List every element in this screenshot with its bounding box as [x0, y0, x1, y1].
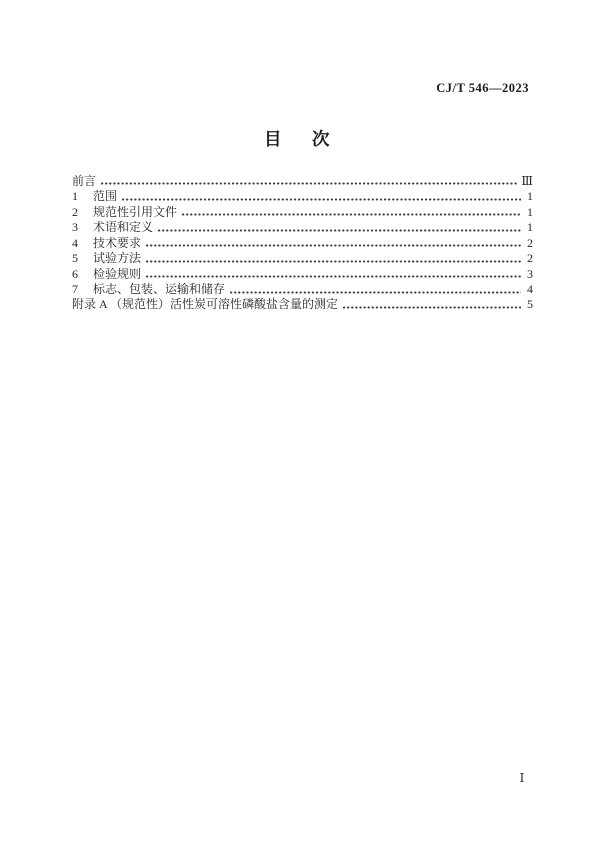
toc-entry-page: 1	[527, 189, 533, 204]
toc-entry-label: 标志、包装、运输和储存	[93, 282, 226, 297]
toc-entry-number: 1	[72, 189, 78, 204]
toc-entry-label: 范围	[93, 189, 118, 204]
toc-entry	[72, 282, 533, 297]
toc-entry-page: Ⅲ	[521, 173, 533, 188]
toc-entry	[72, 298, 533, 313]
toc-entry-number: 4	[72, 235, 78, 250]
toc-entry-label: 检验规则	[93, 266, 142, 281]
dot-leader	[182, 213, 521, 216]
toc-entry-label: 规范性引用文件	[93, 204, 178, 219]
toc-entry	[72, 267, 533, 282]
toc-entry	[72, 205, 533, 220]
dot-leader	[343, 306, 521, 309]
dot-leader	[158, 229, 521, 232]
toc-entry	[72, 174, 533, 189]
toc-entry-number: 3	[72, 220, 78, 235]
toc-entry-page: 5	[527, 297, 533, 312]
dot-leader	[230, 291, 521, 294]
toc-entry-label: 术语和定义	[93, 220, 154, 235]
toc-entry-page: 1	[527, 220, 533, 235]
toc-entry-number: 7	[72, 282, 78, 297]
footer-page-number: Ⅰ	[519, 771, 525, 785]
standard-code: CJ/T 546—2023	[436, 81, 529, 95]
dot-leader	[122, 198, 521, 201]
toc-entry-number: 5	[72, 251, 78, 266]
toc-entry-label: 附录 A （规范性）活性炭可溶性磷酸盐含量的测定	[72, 297, 339, 312]
toc-entry	[72, 189, 533, 204]
toc-entry-page: 4	[527, 282, 533, 297]
toc-entry-page: 2	[527, 235, 533, 250]
toc-entry-page: 3	[527, 266, 533, 281]
toc-entry-label: 技术要求	[93, 235, 142, 250]
page-title: 目 次	[264, 129, 336, 149]
dot-leader	[146, 260, 521, 263]
toc-entry	[72, 251, 533, 266]
dot-leader	[101, 182, 518, 185]
toc-entry-number: 6	[72, 266, 78, 281]
toc-entry-label: 试验方法	[93, 251, 142, 266]
toc-entry-page: 2	[527, 251, 533, 266]
toc-entry	[72, 220, 533, 235]
dot-leader	[146, 244, 521, 247]
dot-leader	[146, 275, 521, 278]
toc-entry-number: 2	[72, 204, 78, 219]
toc-entry-page: 1	[527, 204, 533, 219]
toc-entry	[72, 236, 533, 251]
toc-entry-label: 前言	[72, 173, 97, 188]
table-of-contents	[72, 174, 533, 313]
